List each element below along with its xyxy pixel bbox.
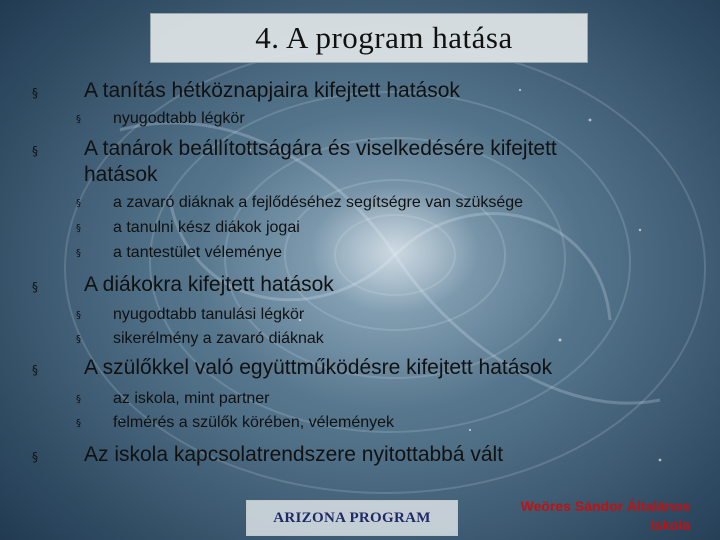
bullet-3-sub-1-marker: § [76,310,81,321]
bullet-5-marker: § [32,450,38,464]
bullet-1-sub-1: nyugodtabb légkör [113,110,245,127]
bullet-4: A szülőkkel való együttműködésre kifejtett hatások [84,356,553,379]
bullet-4-sub-2: felmérés a szülők körében, vélemények [113,414,395,431]
bullet-2-sub-2-marker: § [76,223,81,234]
bullet-2-marker: § [32,144,38,158]
slide-title: 4. A program hatása [255,20,513,55]
bullet-3-sub-1: nyugodtabb tanulási légkör [113,306,305,323]
bullet-1-sub-1-marker: § [76,114,81,125]
bullet-2-sub-1: a zavaró diáknak a fejlődéséhez segítségre van szüksége [113,194,524,211]
bullet-3: A diákokra kifejtett hatások [84,273,334,296]
bullet-1: A tanítás hétköznapjaira kifejtett hatások [84,79,460,102]
bullet-2-sub-3: a tantestület véleménye [113,244,282,261]
bullet-2-sub-2: a tanulni kész diákok jogai [113,219,300,236]
bullet-5: Az iskola kapcsolatrendszere nyitottabbá vált [84,443,504,466]
bullet-1-marker: § [32,86,38,100]
bullet-2-line-1: A tanárok beállítottságára és viselkedésére kifejtett [84,137,557,160]
bullet-4-sub-1: az iskola, mint partner [113,390,270,407]
title-box [150,13,588,63]
bullet-4-sub-1-marker: § [76,394,81,405]
bullet-4-sub-2-marker: § [76,418,81,429]
bullet-3-marker: § [32,280,38,294]
school-name-line-2: Iskola [650,517,690,533]
bullet-2-sub-3-marker: § [76,248,81,259]
bullet-3-sub-2: sikerélmény a zavaró diáknak [113,330,324,347]
school-name-line-1: Weöres Sándor Általános [520,498,690,514]
footer-program-box [246,500,458,536]
bullet-2-sub-1-marker: § [76,198,81,209]
bullet-4-marker: § [32,363,38,377]
bullet-3-sub-2-marker: § [76,334,81,345]
school-name [490,497,690,535]
bullet-2-line-2: hatások [84,163,158,186]
footer-program-label: ARIZONA PROGRAM [273,509,431,526]
